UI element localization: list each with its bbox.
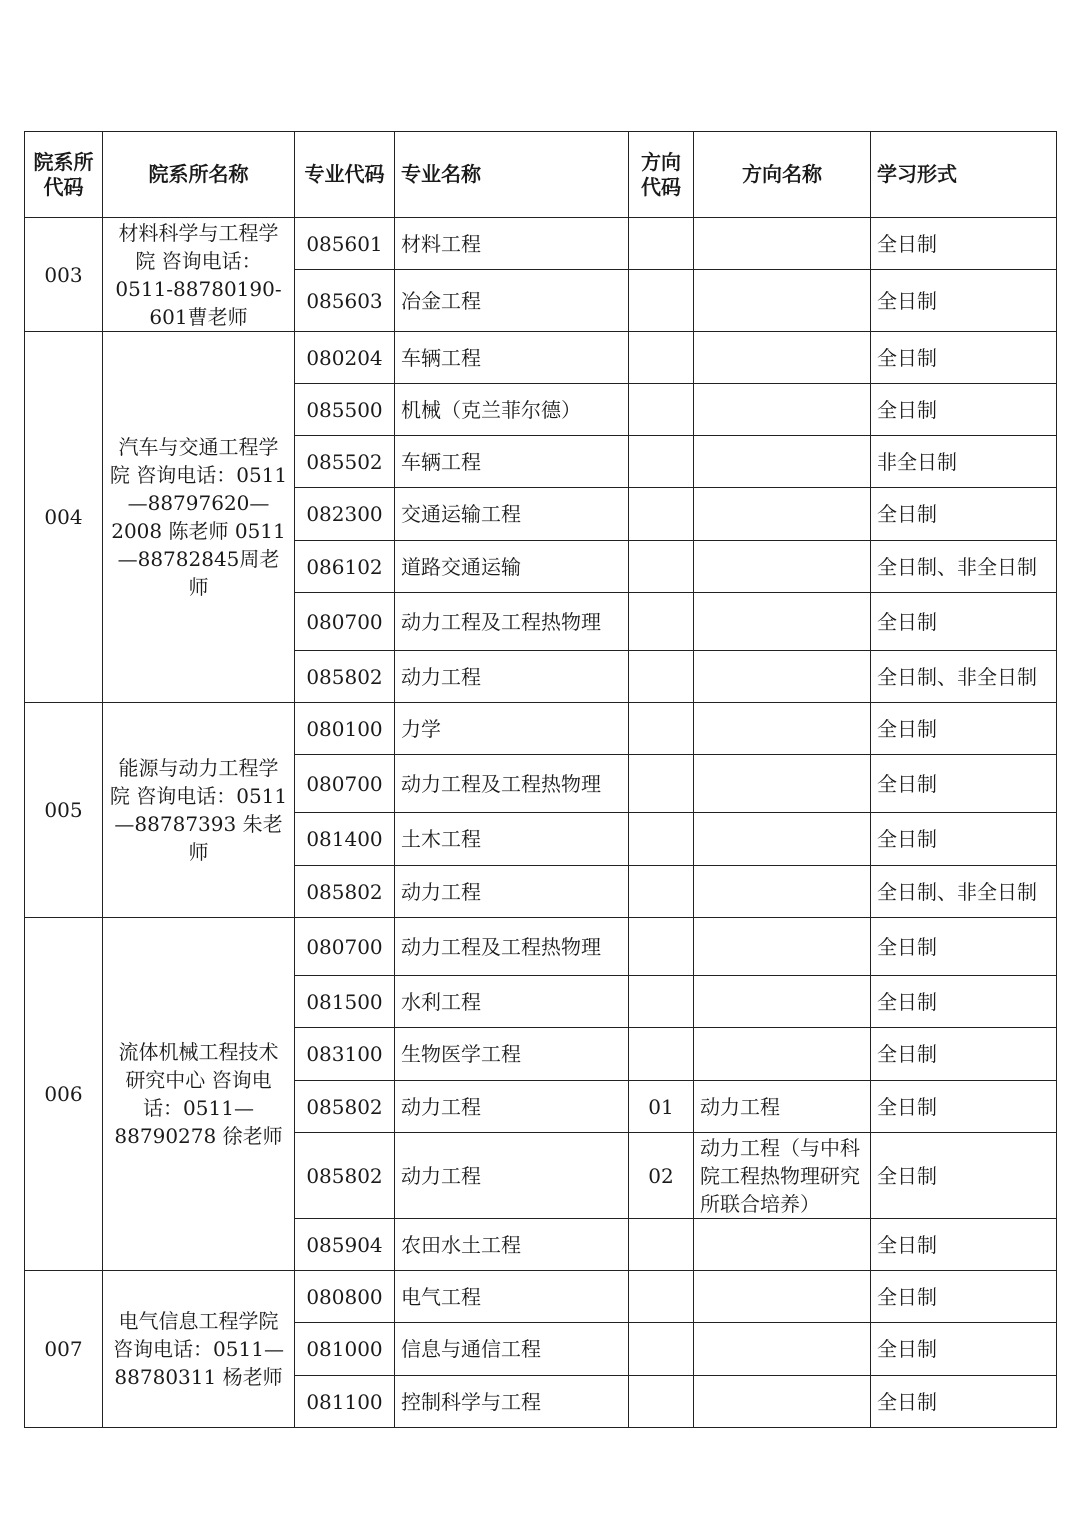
study-mode-cell: 全日制 <box>871 703 1057 755</box>
direction-code-cell <box>629 332 694 384</box>
admissions-table <box>24 131 1057 1428</box>
study-mode-cell: 全日制 <box>871 1133 1057 1219</box>
study-mode-cell: 非全日制 <box>871 436 1057 488</box>
direction-code-cell <box>629 488 694 541</box>
major-name-cell: 生物医学工程 <box>395 1028 629 1081</box>
header-dept-name: 院系所名称 <box>103 132 295 218</box>
major-name-cell: 动力工程 <box>395 651 629 703</box>
major-name-cell: 动力工程 <box>395 1133 629 1219</box>
study-mode-cell: 全日制 <box>871 976 1057 1028</box>
study-mode-cell: 全日制 <box>871 270 1057 332</box>
direction-name-cell <box>694 1028 871 1081</box>
direction-code-cell <box>629 1323 694 1376</box>
direction-name-cell <box>694 918 871 976</box>
major-code-cell: 085802 <box>295 651 395 703</box>
major-name-cell: 控制科学与工程 <box>395 1376 629 1428</box>
major-code-cell: 081100 <box>295 1376 395 1428</box>
major-code-cell: 083100 <box>295 1028 395 1081</box>
header-dept-code: 院系所代码 <box>25 132 103 218</box>
major-code-cell: 082300 <box>295 488 395 541</box>
header-major-code: 专业代码 <box>295 132 395 218</box>
header-direction-code: 方向代码 <box>629 132 694 218</box>
major-name-cell: 冶金工程 <box>395 270 629 332</box>
direction-name-cell <box>694 384 871 436</box>
header-row <box>25 132 1057 218</box>
table-row <box>25 332 1057 384</box>
direction-name-cell <box>694 703 871 755</box>
direction-name-cell <box>694 1376 871 1428</box>
direction-name-cell: 动力工程 <box>694 1081 871 1133</box>
direction-code-cell <box>629 436 694 488</box>
major-name-cell: 道路交通运输 <box>395 541 629 593</box>
direction-name-cell <box>694 270 871 332</box>
study-mode-cell: 全日制 <box>871 1219 1057 1271</box>
study-mode-cell: 全日制 <box>871 593 1057 651</box>
major-name-cell: 车辆工程 <box>395 332 629 384</box>
direction-code-cell <box>629 918 694 976</box>
direction-code-cell <box>629 218 694 270</box>
direction-code-cell: 02 <box>629 1133 694 1219</box>
major-name-cell: 材料工程 <box>395 218 629 270</box>
header-study-mode: 学习形式 <box>871 132 1057 218</box>
major-code-cell: 080204 <box>295 332 395 384</box>
dept-name-cell: 能源与动力工程学院 咨询电话：0511—88787393 朱老师 <box>103 703 295 918</box>
direction-name-cell <box>694 755 871 813</box>
direction-code-cell <box>629 813 694 866</box>
major-name-cell: 动力工程及工程热物理 <box>395 755 629 813</box>
major-name-cell: 信息与通信工程 <box>395 1323 629 1376</box>
direction-name-cell <box>694 1323 871 1376</box>
major-code-cell: 085603 <box>295 270 395 332</box>
study-mode-cell: 全日制 <box>871 1028 1057 1081</box>
direction-code-cell <box>629 541 694 593</box>
direction-code-cell <box>629 703 694 755</box>
dept-name-cell: 材料科学与工程学院 咨询电话：0511-88780190-601曹老师 <box>103 218 295 332</box>
major-code-cell: 085904 <box>295 1219 395 1271</box>
major-code-cell: 080800 <box>295 1271 395 1323</box>
direction-name-cell <box>694 651 871 703</box>
major-name-cell: 电气工程 <box>395 1271 629 1323</box>
major-name-cell: 土木工程 <box>395 813 629 866</box>
header-direction-name: 方向名称 <box>694 132 871 218</box>
major-code-cell: 085500 <box>295 384 395 436</box>
major-code-cell: 085802 <box>295 866 395 918</box>
study-mode-cell: 全日制 <box>871 918 1057 976</box>
direction-name-cell <box>694 813 871 866</box>
major-name-cell: 动力工程 <box>395 866 629 918</box>
direction-code-cell <box>629 1376 694 1428</box>
major-name-cell: 机械（克兰菲尔德） <box>395 384 629 436</box>
dept-code-cell: 005 <box>25 703 103 918</box>
direction-code-cell <box>629 976 694 1028</box>
direction-code-cell <box>629 593 694 651</box>
major-name-cell: 农田水土工程 <box>395 1219 629 1271</box>
major-name-cell: 水利工程 <box>395 976 629 1028</box>
table-row <box>25 1271 1057 1323</box>
direction-code-cell <box>629 651 694 703</box>
study-mode-cell: 全日制 <box>871 332 1057 384</box>
study-mode-cell: 全日制 <box>871 384 1057 436</box>
direction-code-cell <box>629 270 694 332</box>
dept-code-cell: 003 <box>25 218 103 332</box>
dept-code-cell: 007 <box>25 1271 103 1428</box>
table-row <box>25 218 1057 270</box>
major-code-cell: 085502 <box>295 436 395 488</box>
direction-name-cell <box>694 218 871 270</box>
major-name-cell: 力学 <box>395 703 629 755</box>
study-mode-cell: 全日制、非全日制 <box>871 651 1057 703</box>
major-code-cell: 080700 <box>295 593 395 651</box>
study-mode-cell: 全日制 <box>871 1323 1057 1376</box>
direction-name-cell <box>694 541 871 593</box>
table-row <box>25 918 1057 976</box>
study-mode-cell: 全日制 <box>871 218 1057 270</box>
major-code-cell: 080700 <box>295 755 395 813</box>
study-mode-cell: 全日制 <box>871 1271 1057 1323</box>
direction-code-cell <box>629 384 694 436</box>
direction-code-cell <box>629 1219 694 1271</box>
major-name-cell: 车辆工程 <box>395 436 629 488</box>
major-name-cell: 动力工程及工程热物理 <box>395 593 629 651</box>
header-major-name: 专业名称 <box>395 132 629 218</box>
dept-code-cell: 004 <box>25 332 103 703</box>
table-row <box>25 703 1057 755</box>
study-mode-cell: 全日制、非全日制 <box>871 866 1057 918</box>
major-code-cell: 081400 <box>295 813 395 866</box>
dept-name-cell: 流体机械工程技术研究中心 咨询电话：0511—88790278 徐老师 <box>103 918 295 1271</box>
direction-code-cell <box>629 866 694 918</box>
direction-code-cell <box>629 1028 694 1081</box>
direction-name-cell <box>694 488 871 541</box>
direction-code-cell: 01 <box>629 1081 694 1133</box>
dept-name-cell: 电气信息工程学院 咨询电话：0511—88780311 杨老师 <box>103 1271 295 1428</box>
study-mode-cell: 全日制 <box>871 1376 1057 1428</box>
major-code-cell: 080100 <box>295 703 395 755</box>
direction-code-cell <box>629 1271 694 1323</box>
direction-name-cell <box>694 593 871 651</box>
major-code-cell: 080700 <box>295 918 395 976</box>
major-code-cell: 081000 <box>295 1323 395 1376</box>
major-name-cell: 交通运输工程 <box>395 488 629 541</box>
dept-code-cell: 006 <box>25 918 103 1271</box>
dept-name-cell: 汽车与交通工程学院 咨询电话：0511—88797620—2008 陈老师 0511—88782845周老师 <box>103 332 295 703</box>
major-code-cell: 081500 <box>295 976 395 1028</box>
direction-name-cell <box>694 1219 871 1271</box>
major-code-cell: 086102 <box>295 541 395 593</box>
direction-name-cell <box>694 866 871 918</box>
study-mode-cell: 全日制 <box>871 488 1057 541</box>
direction-name-cell <box>694 1271 871 1323</box>
study-mode-cell: 全日制 <box>871 1081 1057 1133</box>
major-name-cell: 动力工程及工程热物理 <box>395 918 629 976</box>
major-name-cell: 动力工程 <box>395 1081 629 1133</box>
direction-name-cell <box>694 976 871 1028</box>
direction-name-cell <box>694 332 871 384</box>
major-code-cell: 085802 <box>295 1081 395 1133</box>
major-code-cell: 085601 <box>295 218 395 270</box>
study-mode-cell: 全日制 <box>871 813 1057 866</box>
direction-name-cell <box>694 436 871 488</box>
direction-code-cell <box>629 755 694 813</box>
study-mode-cell: 全日制 <box>871 755 1057 813</box>
study-mode-cell: 全日制、非全日制 <box>871 541 1057 593</box>
direction-name-cell: 动力工程（与中科院工程热物理研究所联合培养） <box>694 1133 871 1219</box>
major-code-cell: 085802 <box>295 1133 395 1219</box>
